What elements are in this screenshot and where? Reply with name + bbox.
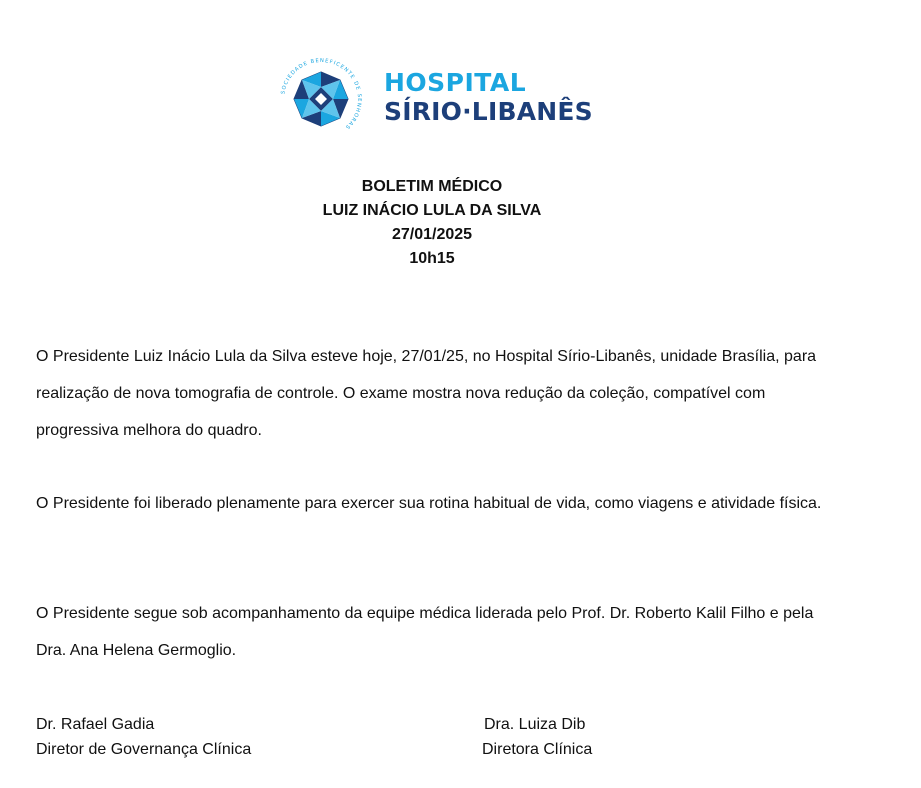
hospital-emblem-icon [280, 58, 362, 140]
patient-name: LUIZ INÁCIO LULA DA SILVA [322, 202, 542, 219]
logo-wordmark [384, 70, 593, 124]
signature-left [36, 712, 251, 762]
logo-line-hospital: HOSPITAL [384, 68, 527, 97]
signature-name: Dra. Luiza Dib [484, 716, 586, 733]
svg-text:SOCIEDADE BENEFICENTE DE SENHO: SOCIEDADE BENEFICENTE DE SENHORAS [280, 58, 362, 131]
hospital-logo [280, 58, 593, 140]
bulletin-header [0, 175, 864, 271]
signature-right [482, 712, 592, 762]
logo-line-sirio-libanes: SÍRIO·LIBANÊS [384, 97, 593, 126]
paragraph-3: O Presidente segue sob acompanhamento da equipe médica liderada pelo Prof. Dr. Roberto Kalil Filho e pela Dra. Ana Helena Germoglio. [36, 605, 814, 659]
bulletin-date: 27/01/2025 [391, 226, 473, 243]
bulletin-title: BOLETIM MÉDICO [361, 178, 503, 195]
paragraph-1: O Presidente Luiz Inácio Lula da Silva esteve hoje, 27/01/25, no Hospital Sírio-Libanês, unidade Brasília, para realização de nova tomografia de controle. O exame mostra nova redução da coleção, compatível com progressiva melhora do quadro. [36, 348, 817, 439]
bulletin-time: 10h15 [409, 250, 455, 267]
signature-role: Diretora Clínica [482, 741, 593, 758]
paragraph-2: O Presidente foi liberado plenamente para exercer sua rotina habitual de vida, como viagens e atividade física. [36, 495, 822, 512]
signature-name: Dr. Rafael Gadia [36, 716, 155, 733]
signature-role: Diretor de Governança Clínica [36, 741, 252, 758]
